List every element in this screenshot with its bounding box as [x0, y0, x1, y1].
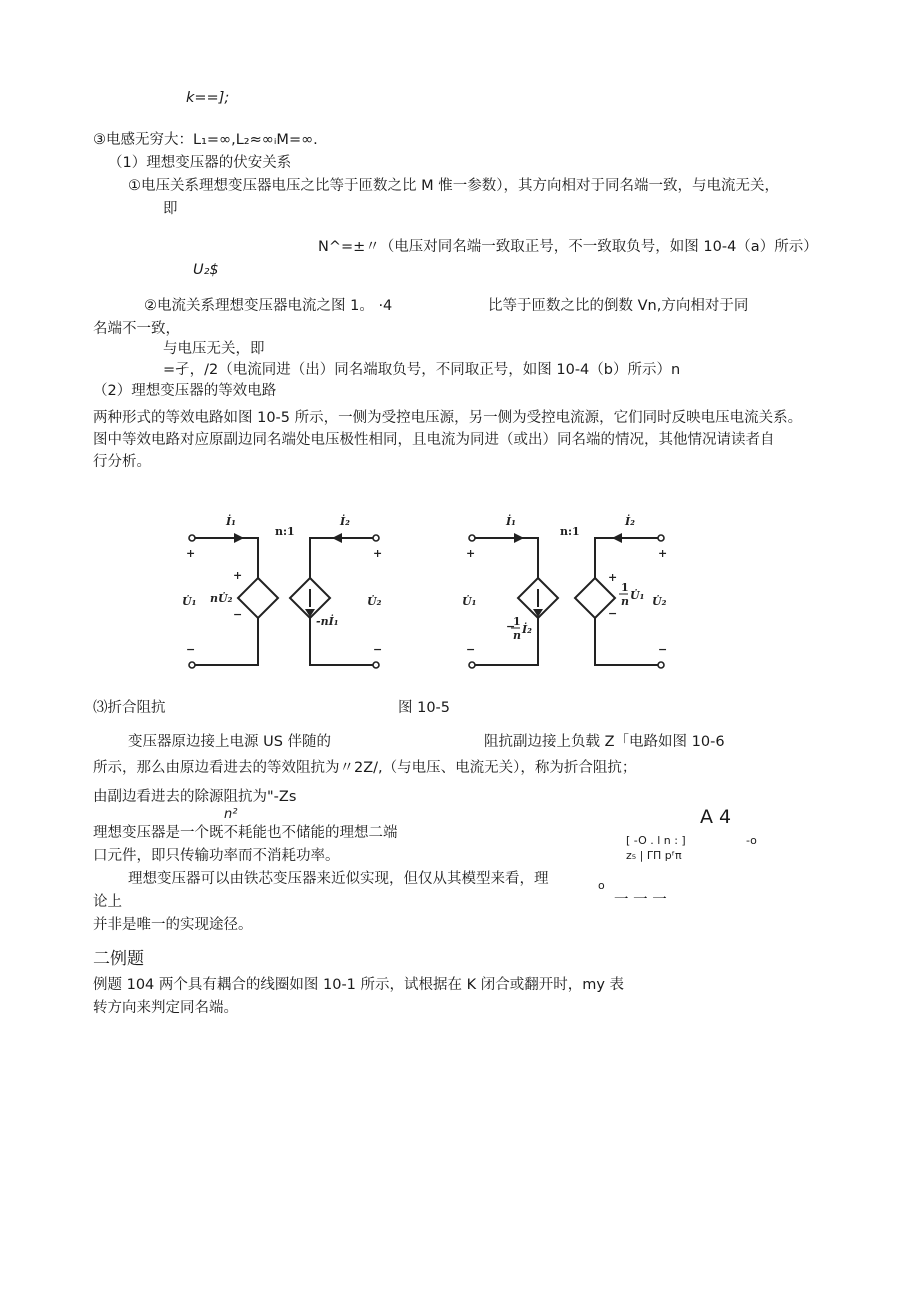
side-label-a4: A 4 [700, 806, 732, 828]
right-u1-plus: + [466, 547, 476, 560]
left-dep-v-minus: − [233, 608, 243, 621]
current-relation-line-1b: 比等于匝数之比的倒数 Vn,方向相对于同 [488, 298, 749, 314]
right-u1-minus: − [466, 643, 476, 656]
k-equation: k==]; [186, 90, 230, 106]
voltage-relation-line-1: ①电压关系理想变压器电压之比等于匝数之比 M 惟一参数），其方向相对于同名端一致，与电流无关， [128, 178, 779, 194]
right-u1-label: U̇₁ [462, 595, 477, 608]
section-title-equivalent-circuit: （2）理想变压器的等效电路 [93, 383, 277, 399]
paragraph-line-1: 两种形式的等效电路如图 10-5 所示，一侧为受控电压源，另一侧为受控电流源，它们同时反映电压电流关系。 [93, 410, 803, 426]
current-relation-line-2: 名端不一致， [93, 321, 180, 337]
left-u1-plus: + [186, 547, 196, 560]
right-dep-v-plus: + [608, 571, 618, 584]
right-dep-i-den: n [513, 629, 521, 642]
impedance-line-3: 由副边看进去的除源阻抗为"-Zs [93, 789, 297, 805]
ideal-transformer-line-4: 论上 [93, 894, 122, 910]
left-i1-label: İ₁ [226, 515, 236, 528]
left-u1-label: U̇₁ [182, 595, 197, 608]
u2-symbol: U₂$ [193, 262, 219, 278]
ideal-transformer-line-2: 口元件，即只传输功率而不消耗功率。 [93, 848, 340, 864]
right-dep-v-minus: − [608, 607, 618, 620]
left-u2-minus: − [373, 643, 383, 656]
left-ratio-label: n:1 [275, 525, 295, 538]
right-dep-i-minus: − [506, 620, 516, 633]
left-dep-current-label: -nİ₁ [316, 615, 339, 628]
section-title-vi-relation: （1）理想变压器的伏安关系 [108, 155, 292, 171]
section-title-examples: 二例题 [93, 949, 144, 969]
paragraph-line-2: 图中等效电路对应原副边同名端处电压极性相同，且电流为同进（或出）同名端的情况，其他情况请读者自 [93, 432, 775, 448]
voltage-formula: N^=±〃（电压对同名端一致取正号，不一致取负号，如图 10-4（a）所示） [318, 239, 818, 255]
left-u1-minus: − [186, 643, 196, 656]
left-dep-voltage-label: nU̇₂ [210, 592, 233, 605]
voltage-relation-line-2: 即 [163, 201, 178, 217]
side-formula-1: [ -O . l n : ] [626, 834, 686, 847]
current-relation-line-3: 与电压无关，即 [163, 341, 265, 357]
right-ratio-label: n:1 [560, 525, 580, 538]
right-i1-label: İ₁ [506, 515, 516, 528]
right-u2-plus: + [658, 547, 668, 560]
ideal-transformer-line-1: 理想变压器是一个既不耗能也不储能的理想二端 [93, 825, 398, 841]
impedance-line-1a: 变压器原边接上电源 US 伴随的 [128, 734, 332, 750]
right-dep-i-var: İ₂ [522, 623, 532, 636]
right-dep-v-var: U̇₁ [630, 589, 645, 602]
current-relation-line-1a: ②电流关系理想变压器电流之图 1。 ·4 [144, 298, 393, 314]
side-dot: o [598, 879, 605, 892]
side-formula-2: -o [746, 834, 757, 847]
left-u2-plus: + [373, 547, 383, 560]
inductance-condition: ③电感无穷大：L₁=∞,L₂≈∞ᵢM=∞. [93, 132, 318, 148]
impedance-line-1b: 阻抗副边接上负载 Z「电路如图 10-6 [484, 734, 725, 750]
figure-caption: 图 10-5 [398, 700, 451, 716]
ideal-transformer-line-5: 并非是唯一的实现途径。 [93, 917, 253, 933]
side-dashes: 一 一 一 [614, 892, 667, 908]
left-u2-label: U̇₂ [367, 595, 382, 608]
right-dep-v-den: n [621, 595, 629, 608]
current-formula: =孑，/2（电流同进（出）同名端取负号，不同取正号，如图 10-4（b）所示）n [163, 362, 681, 378]
left-dep-v-plus: + [233, 569, 243, 582]
example-line-2: 转方向来判定同名端。 [93, 1000, 238, 1016]
figure-10-5-equivalent-circuits [170, 505, 710, 685]
example-line-1: 例题 104 两个具有耦合的线圈如图 10-1 所示，试根据在 K 闭合或翻开时，my 表 [93, 977, 625, 993]
section-title-referred-impedance: ⑶折合阻抗 [93, 700, 166, 716]
right-dep-v-num: 1 [621, 581, 629, 594]
impedance-line-2: 所示，那么由原边看进去的等效阻抗为〃2Z/,（与电压、电流无关），称为折合阻抗； [93, 760, 637, 776]
side-formula-3: z₅ | ΓΠ pᶠπ [626, 849, 682, 862]
ideal-transformer-line-3: 理想变压器可以由铁芯变压器来近似实现，但仅从其模型来看，理 [128, 871, 549, 887]
left-i2-label: İ₂ [340, 515, 350, 528]
right-u2-minus: − [658, 643, 668, 656]
right-dep-i-num: 1 [513, 615, 521, 628]
n-squared: n² [224, 807, 238, 822]
right-i2-label: İ₂ [625, 515, 635, 528]
right-u2-label: U̇₂ [652, 595, 667, 608]
paragraph-line-3: 行分析。 [93, 454, 151, 470]
